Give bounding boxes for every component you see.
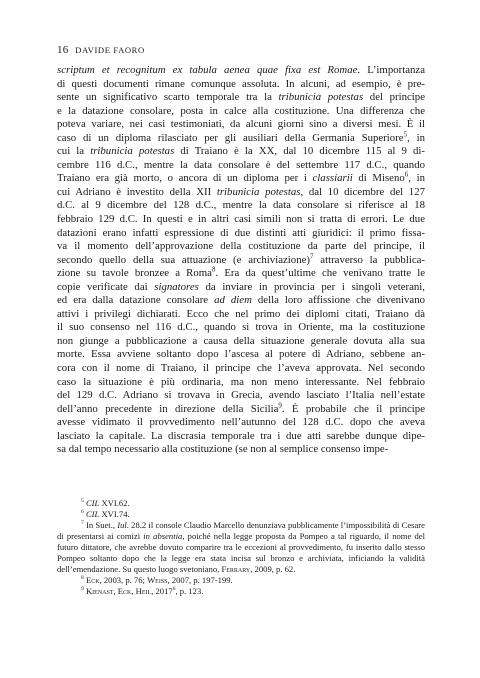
- body-line: febbraio 129 d.C. In questi e in altri casi simili non si tratta di errori. Le due: [57, 213, 425, 226]
- footnotes: [57, 498, 425, 597]
- body-line: va il momento dell’approvazione della costituzione da parte del principe, il: [57, 240, 425, 253]
- body-line: cui la tribunicia potestas di Traiano è la XX, dal 10 dicembre 115 al 9 di-: [57, 145, 425, 158]
- body-line: cui Adriano è investito della XII tribunicia potestas, dal 10 dicembre del 127: [57, 185, 425, 198]
- body-line: datazioni erano infatti espressione di due distinti atti giuridici: il primo fissa-: [57, 226, 425, 239]
- footnote-6: $^6$ CIL XVI.74.: [81, 509, 130, 519]
- footnote-7: $^7$ In Suet., Iul. 28.2 il console Claudio Marcello denunziava pubblicamente l’impossibilità di Cesare di presentarsi ai comizi in absentia, poiché nella legge proposta da Pompeo a tal riguardo, il nome del futuro dittatore, che avrebbe dovuto comparire tra le eccezioni al provvedimento, fu inserito dallo stesso Pompeo soltanto dopo che la legge era stata incisa sul bronzo e archiviata, inficiando la validità dell’emendazione. Su questo luogo svetoniano, Ferrary, 2009, p. 62.: [57, 520, 425, 574]
- running-head-author: DAVIDE FAORO: [75, 45, 145, 55]
- body-line: ed era dalla datazione consolare ad diem della loro affissione che divenivano: [57, 294, 426, 307]
- running-header: [57, 44, 145, 56]
- body-line: del 129 d.C. Adriano si trovava in Grecia, avendo lasciato l’Italia nell’estate: [57, 389, 425, 402]
- main-text: [57, 64, 425, 457]
- body-line: sa dal tempo necessario alla costituzione (se non al semplice consenso impe-: [57, 443, 389, 456]
- body-line: copie verificate dai signatores da inviare in provincia per i singoli veterani,: [57, 280, 425, 293]
- body-line: attivi i privilegi dichiarati. Ecco che nel primo dei diplomi citati, Traiano dà: [57, 307, 425, 320]
- body-line: avesse vidimato il provvedimento nell’autunno del 128 d.C. dopo che aveva: [57, 416, 425, 429]
- body-line: cembre 116 d.C., mentre la data consolare è del settembre 117 d.C., quando: [57, 158, 425, 171]
- body-line: morte. Essa avviene soltanto dopo l’ascesa al potere di Adriano, sebbene an-: [57, 348, 425, 361]
- body-line: sente un significativo scarto temporale tra la tribunicia potestas del principe: [57, 91, 425, 104]
- body-line: il suo consenso nel 116 d.C., quando si trova in Oriente, ma la costituzione: [57, 321, 425, 334]
- body-line: lasciato la capitale. La discrasia temporale tra i due atti sarebbe dunque dipe-: [57, 429, 425, 442]
- body-line: Traiano era già morto, o ancora di un diploma per i classiarii di Miseno$^6$, in: [57, 170, 426, 185]
- body-line: scriptum et recognitum ex tabula aenea quae fixa est Romae. L’importanza: [57, 64, 425, 76]
- body-line: caso di un diploma rilasciato per gli ausiliari della Germania Superiore$^5$, in: [57, 130, 425, 144]
- footnote-5: $^5$ CIL XVI.62.: [81, 498, 130, 508]
- body-line: d.C. al 9 dicembre del 128 d.C., mentre la data consolare si riferisce al 18: [57, 199, 425, 212]
- body-line: secondo quello della sua attuazione (e archiviazione)$^7$ attraverso la pubblica-: [57, 252, 425, 266]
- body-line: cora con il nome di Traiano, il principe che l’aveva approvata. Nel secondo: [57, 362, 425, 375]
- body-line: non giunge a pubblicazione a causa della situazione generale dovuta alla sua: [57, 334, 425, 347]
- page-number: 16: [57, 44, 69, 56]
- body-line: caso la situazione è più ordinaria, ma non meno interessante. Nel febbraio: [57, 375, 425, 388]
- footnote-9: $^9$ Kienast, Eck, Heil, 2017$^6$, p. 123.: [81, 586, 204, 596]
- body-line: dell’anno precedente in direzione della Sicilia$^9$. È probabile che il principe: [57, 401, 425, 415]
- body-line: di questi documenti rimane comunque assoluta. In alcuni, ad esempio, è pre-: [57, 77, 425, 90]
- footnote-8: $^8$ Eck, 2003, p. 76; Weiss, 2007, p. 197-199.: [81, 575, 233, 585]
- body-line: zione su tavole bronzee a Roma$^8$. Era da quest’ultime che venivano tratte le: [57, 265, 426, 280]
- body-line: e la datazione consolare, posta in calce alla costituzione. Una differenza che: [57, 104, 425, 117]
- body-line: poteva variare, nei casi testimoniati, da alcuni giorni sino a diversi mesi. È il: [57, 118, 425, 131]
